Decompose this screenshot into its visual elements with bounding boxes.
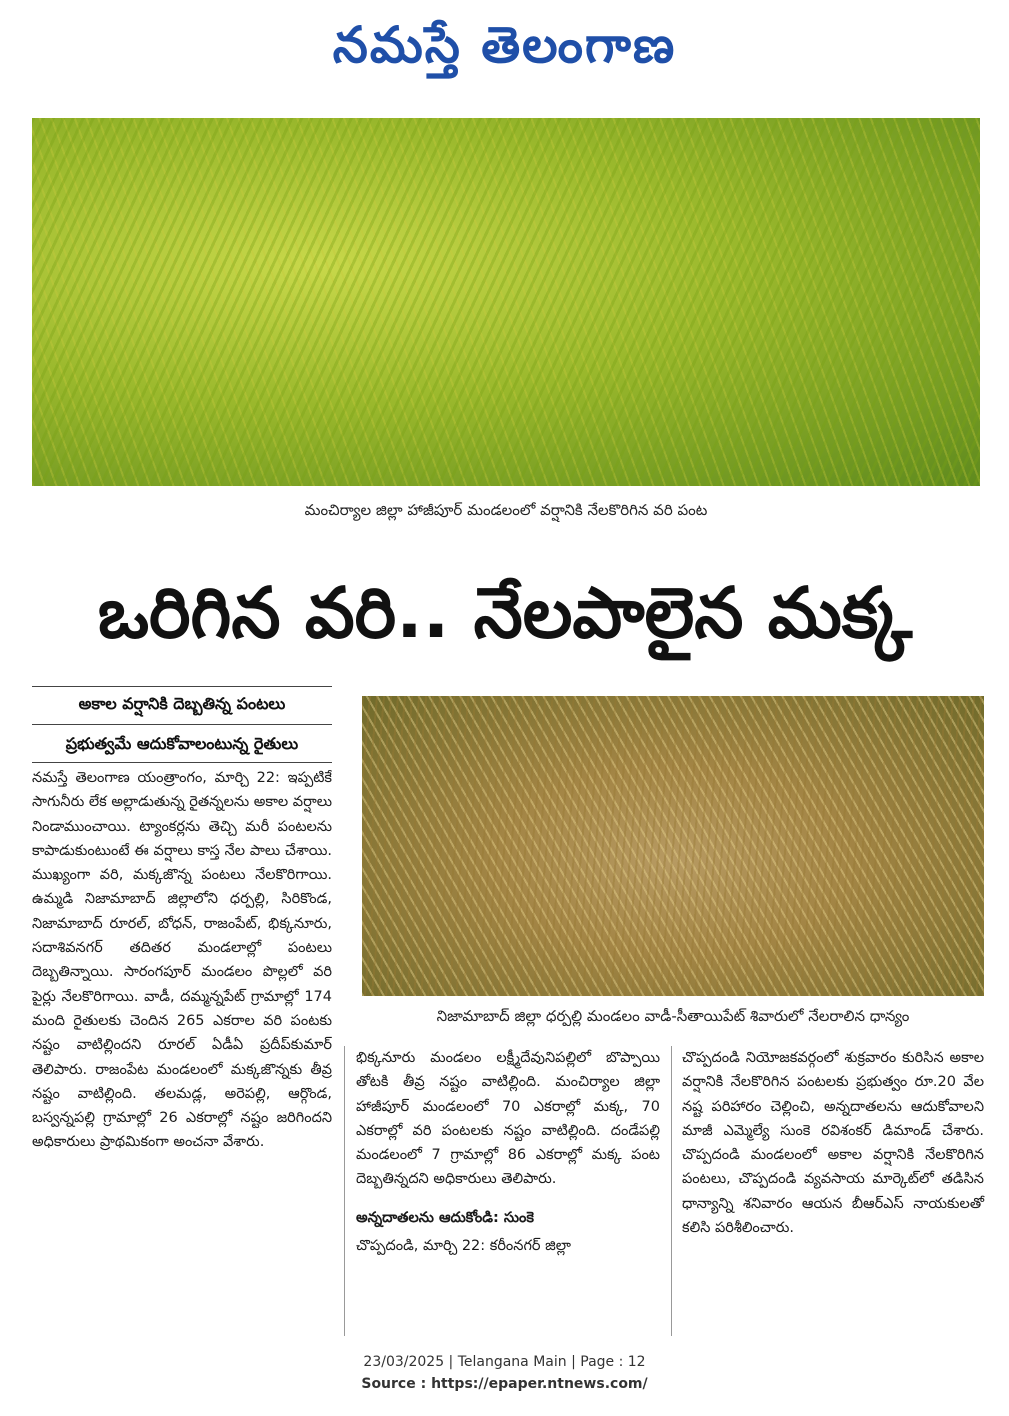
article-column-2 [356, 1046, 660, 1258]
column-divider-2 [671, 1046, 672, 1336]
article-column-3 [682, 1046, 984, 1240]
column-2-crosshead: అన్నదాతలను ఆదుకోండి: సుంకె [356, 1209, 534, 1226]
rule-bottom [32, 762, 332, 763]
column-2-text: భిక్కనూరు మండలం లక్ష్మీదేవునిపల్లిలో బొప్పాయి తోటకి తీవ్ర నష్టం వాటిల్లింది. మంచిర్యాల జిల్లా హాజీపూర్ మండలంలో 70 ఎకరాల్లో మక్క, 70 ఎకరాల్లో వరి పంటలకు నష్టం వాటిల్లింది. దండేపల్లి మండలంలో 7 గ్రామాల్లో 86 ఎకరాల్లో మక్క పంట దెబ్బతిన్నదని అధికారులు తెలిపారు. [356, 1050, 660, 1188]
subhead-2: ప్రభుత్వమే ఆదుకోవాలంటున్న రైతులు [65, 734, 299, 753]
rule-top [32, 686, 332, 687]
subhead-1: అకాల వర్షానికి దెబ్బతిన్న పంటలు [78, 694, 286, 713]
footer-source-link[interactable]: Source : https://epaper.ntnews.com/ [361, 1376, 648, 1392]
column-3-text: చొప్పదండి నియోజకవర్గంలో శుక్రవారం కురిసిన అకాల వర్షానికి నేలకొరిగిన పంటలకు ప్రభుత్వం రూ.20 వేల నష్ట పరిహారం చెల్లించి, అన్నదాతలను ఆదుకోవాలని మాజీ ఎమ్మెల్యే సుంకె రవిశంకర్ డిమాండ్ చేశారు. చొప్పదండి మండలంలో అకాల వర్షానికి నేలకొరిగిన పంటలు, చొప్పదండి వ్యవసాయ మార్కెట్‌లో తడిసిన ధాన్యాన్ని శనివారం ఆయన బీఆర్ఎస్ నాయకులతో కలిసి పరిశీలించారు. [682, 1050, 984, 1237]
column-divider-1 [344, 1046, 345, 1336]
footer-date-page: 23/03/2025 | Telangana Main | Page : 12 [363, 1354, 646, 1370]
middle-photo-fallen-paddy [362, 696, 984, 996]
column-2-tail: చొప్పదండి, మార్చి 22: కరీంనగర్ జిల్లా [356, 1238, 571, 1255]
top-photo-rice-field [32, 118, 980, 486]
middle-photo-caption: నిజామాబాద్ జిల్లా ధర్పల్లి మండలం వాడీ-సీతాయిపేట్ శివారులో నేలరాలిన ధాన్యం [436, 1007, 910, 1025]
masthead-title: నమస్తే తెలంగాణ [332, 16, 677, 74]
article-column-1 [32, 766, 332, 1155]
top-photo-caption: మంచిర్యాల జిల్లా హాజీపూర్ మండలంలో వర్షానికి నేలకొరిగిన వరి పంట [304, 501, 708, 519]
rule-mid [32, 724, 332, 725]
column-1-text: నమస్తే తెలంగాణ యంత్రాంగం, మార్చి 22: ఇప్పటికే సాగునీరు లేక అల్లాడుతున్న రైతన్నలను అకాల వర్షాలు నిండాముంచాయి. ట్యాంకర్లను తెచ్చి మరీ పంటలను కాపాడుకుంటుంటే ఈ వర్షాలు కాస్త నేల పాలు చేశాయి. ముఖ్యంగా వరి, మక్కజొన్న పంటలు నేలకొరిగాయి. ఉమ్మడి నిజామాబాద్ జిల్లాలోని ధర్పల్లి, సిరికొండ, నిజామాబాద్ రూరల్, బోధన్, రాజంపేట్, భిక్కనూరు, సదాశివనగర్ తదితర మండలాల్లో పంటలు దెబ్బతిన్నాయి. సారంగపూర్ మండలం పొల్లలో వరి పైర్లు నేలకొరిగాయి. వాడీ, దమ్మన్నపేట్ గ్రామాల్లో 174 మంది రైతులకు చెందిన 265 ఎకరాల వరి పంటకు నష్టం వాటిల్లిందని రూరల్ ఏడీఏ ప్రదీప్‌కుమార్ తెలిపారు. రాజంపేట మండలంలో మక్కజొన్నకు తీవ్ర నష్టం వాటిల్లింది. తలమడ్ల, అరెపల్లి, ఆర్గొండ, బస్వన్నపల్లి గ్రామాల్లో 26 ఎకరాల్లో నష్టం జరిగిందని అధికారులు ప్రాథమికంగా అంచనా వేశారు. [32, 770, 332, 1151]
headline: ఒరిగిన వరి.. నేలపాలైన మక్క [97, 572, 913, 654]
